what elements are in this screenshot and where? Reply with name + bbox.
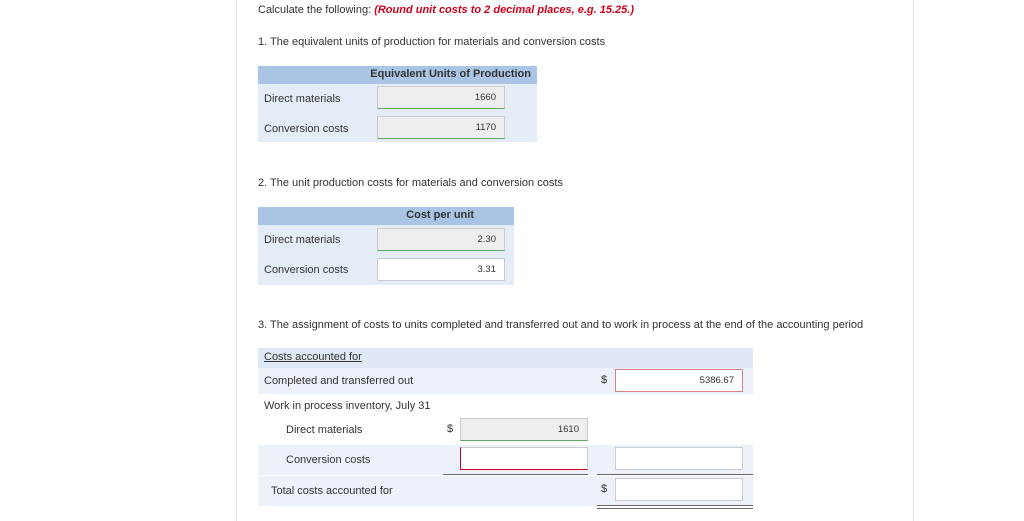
total-underline-1 — [597, 505, 753, 506]
wip-total-underline — [597, 474, 753, 475]
section2-heading: 2. The unit production costs for materials and conversion costs — [258, 177, 563, 189]
wip-label: Work in process inventory, July 31 — [264, 400, 431, 412]
costs-accounted-for-link[interactable]: Costs accounted for — [264, 351, 362, 363]
wip-dm-input[interactable]: 1610 — [460, 418, 588, 441]
panel-right-border — [913, 0, 914, 521]
instruction-text — [258, 4, 634, 16]
wip-dm-currency: $ — [447, 423, 454, 435]
rounding-hint: (Round unit costs to 2 decimal places, e.g. 15.25.) — [374, 4, 634, 16]
eup-cc-label: Conversion costs — [264, 123, 349, 135]
section3-heading: 3. The assignment of costs to units completed and transferred out and to work in process at the end of the accounting period — [258, 319, 864, 331]
wip-cc-underline — [443, 474, 588, 475]
panel-left-border — [236, 0, 237, 521]
cpu-dm-label: Direct materials — [264, 234, 341, 246]
total-currency: $ — [601, 483, 608, 495]
cpu-dm-input[interactable]: 2.30 — [377, 228, 505, 251]
cpu-cc-input[interactable]: 3.31 — [377, 258, 505, 281]
eup-cc-input[interactable]: 1170 — [377, 116, 505, 139]
section1-heading: 1. The equivalent units of production for materials and conversion costs — [258, 36, 606, 48]
total-underline-2 — [597, 508, 753, 509]
completed-currency: $ — [601, 374, 608, 386]
total-label: Total costs accounted for — [271, 485, 393, 497]
instruction-prefix: Calculate the following: — [258, 4, 372, 16]
wip-dm-label: Direct materials — [286, 424, 363, 436]
eup-column-header: Equivalent Units of Production — [258, 66, 537, 84]
wip-total-input[interactable] — [615, 447, 743, 470]
cpu-cc-label: Conversion costs — [264, 264, 349, 276]
completed-input[interactable]: 5386.67 — [615, 369, 743, 392]
completed-label: Completed and transferred out — [264, 375, 414, 387]
eup-dm-label: Direct materials — [264, 93, 341, 105]
eup-dm-input[interactable]: 1660 — [377, 86, 505, 109]
cpu-column-header: Cost per unit — [258, 207, 514, 225]
wip-cc-label: Conversion costs — [286, 454, 371, 466]
total-input[interactable] — [615, 478, 743, 501]
wip-cc-input[interactable] — [460, 447, 588, 470]
